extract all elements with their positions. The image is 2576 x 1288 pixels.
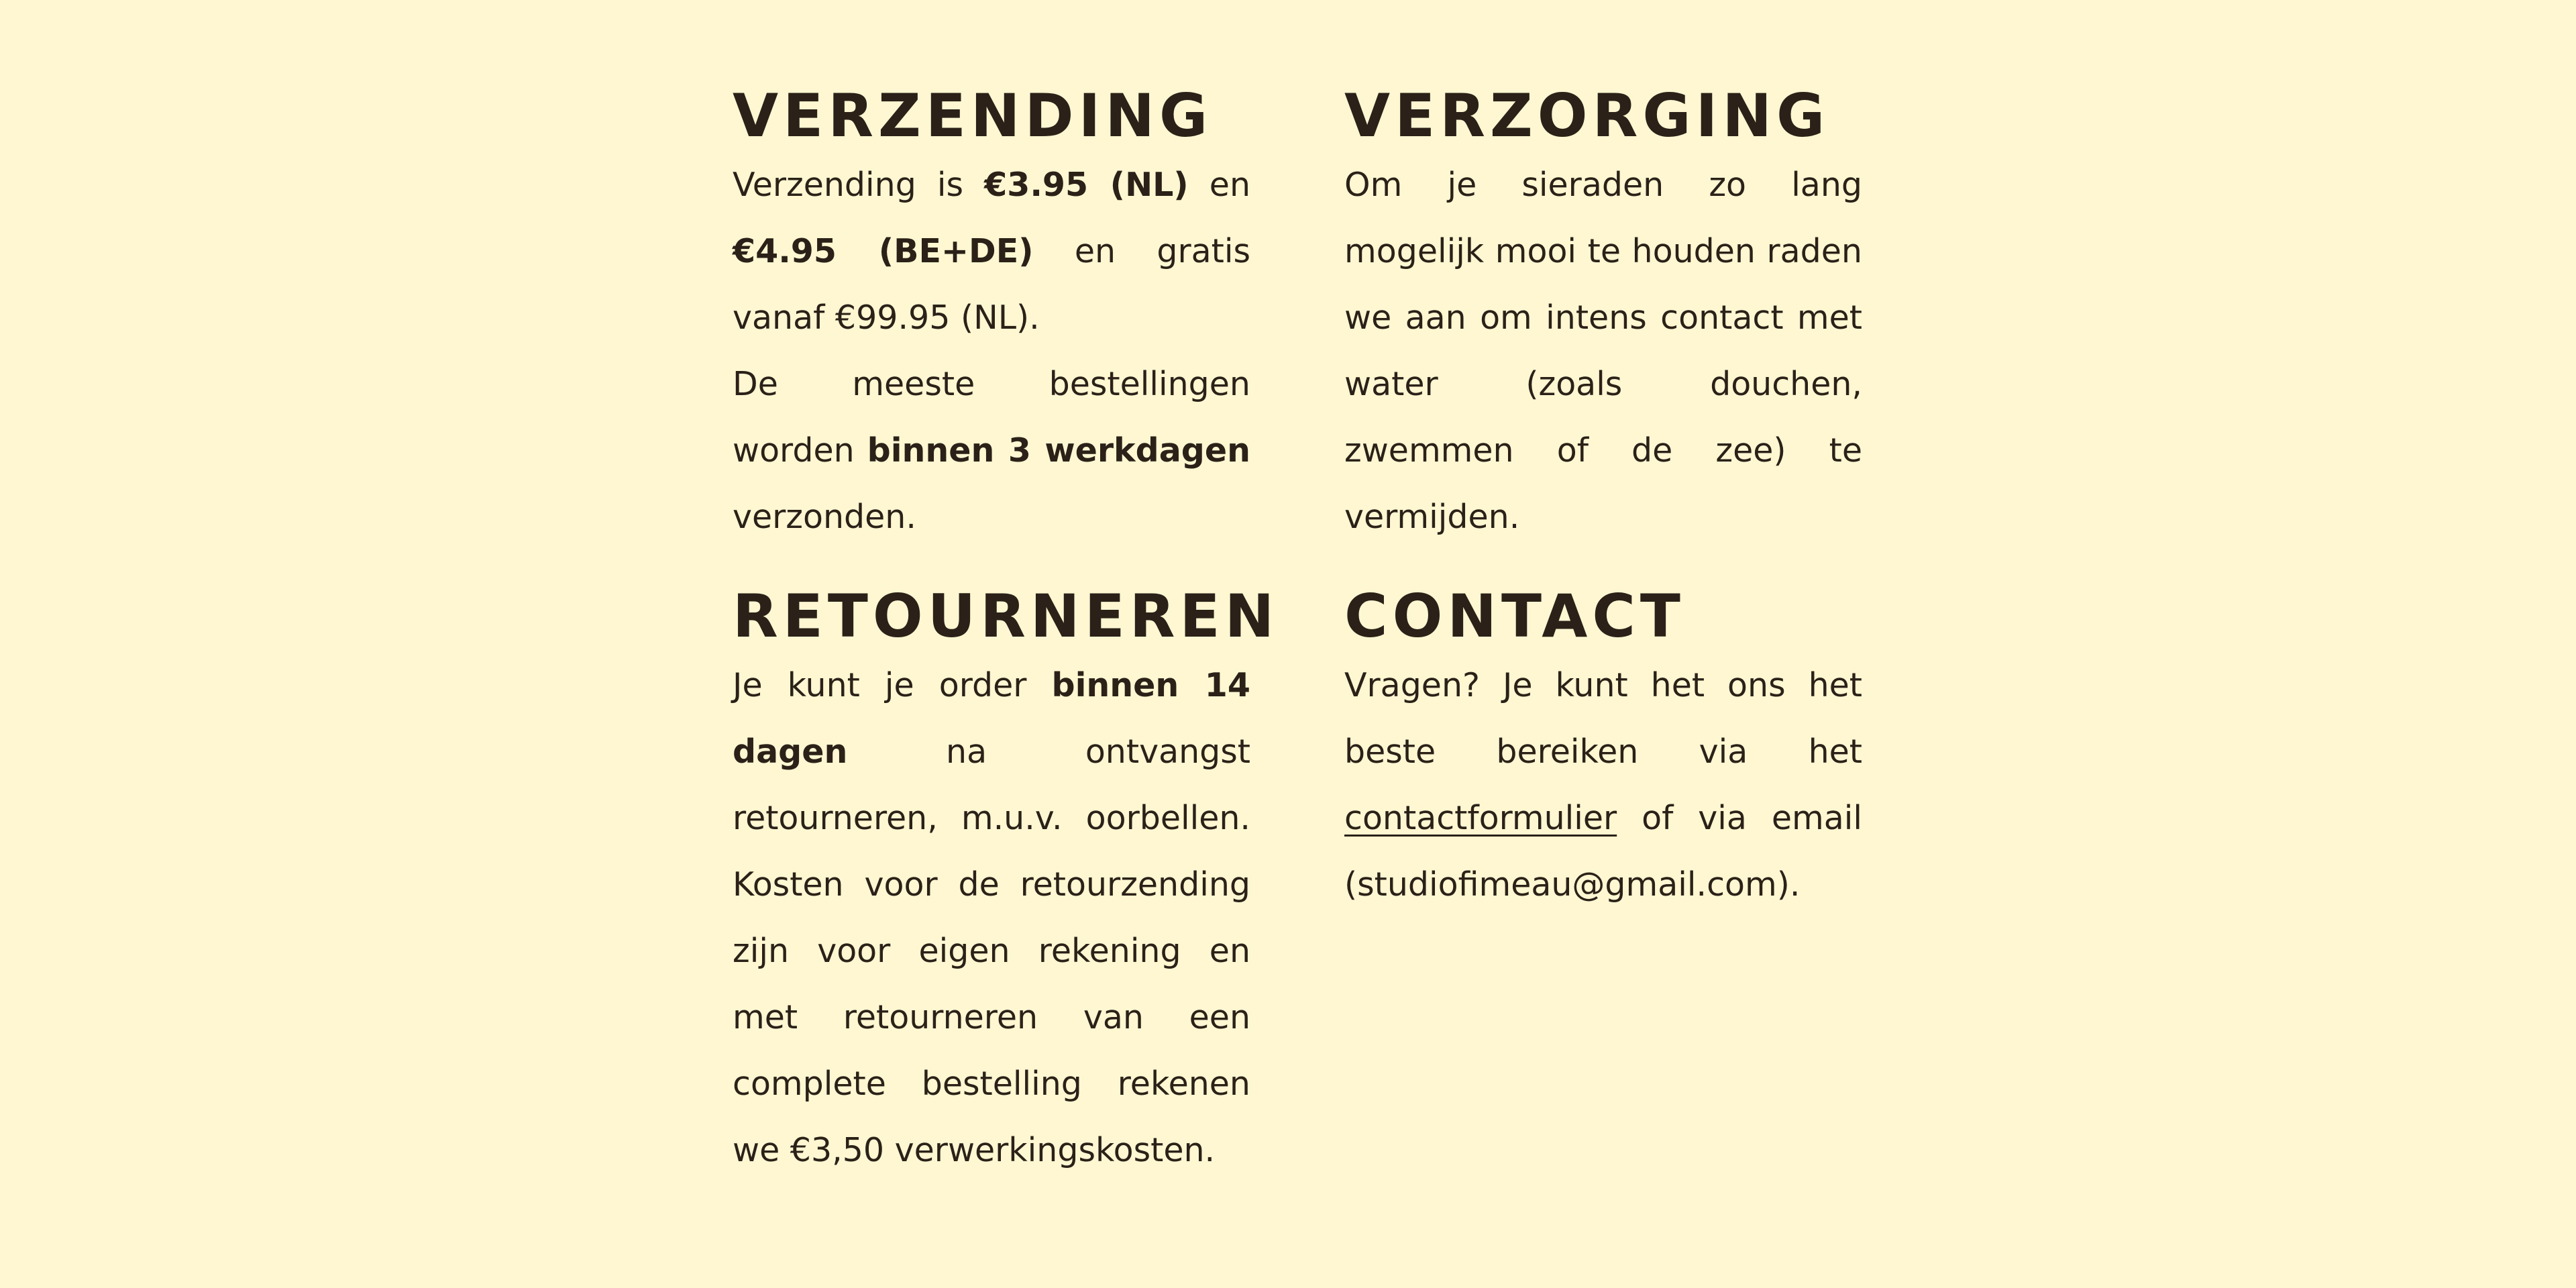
- shipping-cost-intro: Verzending is: [733, 166, 985, 204]
- shipping-cost-text: [733, 152, 1250, 351]
- contact-text: [1344, 652, 1862, 918]
- returns-heading: RETOURNEREN: [733, 582, 1279, 651]
- shipping-heading: VERZENDING: [733, 81, 1213, 150]
- care-heading: VERZORGING: [1344, 81, 1830, 150]
- contact-intro: Vragen? Je kunt het ons het beste bereiken via het: [1344, 666, 1862, 771]
- returns-intro: Je kunt je order: [733, 666, 1052, 704]
- shipping-cost-be-de: €4.95 (BE+DE): [733, 232, 1034, 270]
- shipping-time-text: [733, 351, 1250, 550]
- returns-details: na ontvangst retourneren, m.u.v. oorbellen. Kosten voor de retourzending zijn voor eigen rekening en met retourneren van een complete bestelling rekenen we €3,50 verwerkingskosten.: [733, 733, 1250, 1169]
- contact-email: of via email (studiofimeau@gmail.com).: [1344, 799, 1862, 904]
- shipping-cost-nl: €3.95 (NL): [984, 166, 1189, 204]
- shipping-section: [733, 80, 1250, 550]
- returns-section: [733, 581, 1279, 1183]
- contact-form-link[interactable]: contactformulier: [1344, 799, 1617, 837]
- shipping-time-end: verzonden.: [733, 498, 916, 536]
- contact-section: [1344, 581, 1862, 1183]
- shipping-free-threshold: en gratis vanaf €99.95 (NL).: [733, 232, 1250, 337]
- shipping-cost-and: en: [1188, 166, 1251, 204]
- care-section: [1344, 80, 1862, 550]
- shipping-time-intro: De meeste bestellingen worden: [733, 365, 1250, 470]
- shipping-time-days: binnen 3 werkdagen: [867, 431, 1250, 470]
- returns-period: binnen 14 dagen: [733, 666, 1250, 771]
- info-grid: [733, 80, 1862, 1183]
- contact-heading: CONTACT: [1344, 582, 1685, 651]
- returns-text: [733, 652, 1250, 1183]
- care-text: Om je sieraden zo lang mogelijk mooi te houden raden we aan om intens contact met water (zoals douchen, zwemmen of de zee) te vermijden.: [1344, 166, 1862, 536]
